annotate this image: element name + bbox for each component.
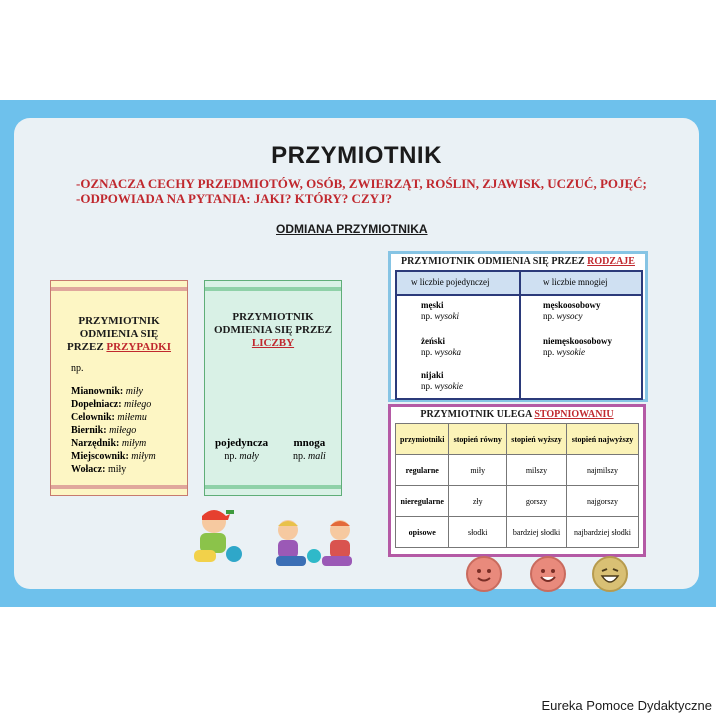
rodzaj-item bbox=[543, 336, 612, 358]
definition-line-2: -ODPOWIADA NA PYTANIA: JAKI? KTÓRY? CZYJ? bbox=[76, 191, 393, 206]
case-row bbox=[71, 424, 156, 437]
case-row bbox=[71, 437, 156, 450]
case-name: Mianownik: bbox=[71, 386, 124, 397]
liczby-heading-line-1: PRZYMIOTNIK bbox=[232, 311, 314, 323]
definition-line-1: -OZNACZA CECHY PRZEDMIOTÓW, OSÓB, ZWIERZĄT, ROŚLIN, ZJAWISK, UCZUĆ, POJĘĆ; bbox=[76, 176, 647, 191]
poster-frame bbox=[0, 100, 716, 607]
stopniowanie-heading-prefix: PRZYMIOTNIK ULEGA bbox=[420, 409, 535, 420]
table-cell: najgorszy bbox=[566, 486, 638, 517]
liczba-mnoga-title: mnoga bbox=[293, 437, 326, 449]
row-label: nieregularne bbox=[396, 486, 449, 517]
table-cell: zły bbox=[449, 486, 507, 517]
table-row bbox=[396, 517, 639, 548]
rodzaje-box bbox=[388, 251, 648, 402]
liczba-mnoga bbox=[293, 437, 326, 463]
table-cell: gorszy bbox=[507, 486, 567, 517]
table-cell: milszy bbox=[507, 455, 567, 486]
case-row bbox=[71, 398, 156, 411]
stopniowanie-highlight: STOPNIOWANIU bbox=[534, 409, 614, 420]
rodzaje-highlight: RODZAJE bbox=[587, 256, 635, 267]
table-cell: słodki bbox=[449, 517, 507, 548]
case-example: miłego bbox=[124, 399, 152, 410]
child-with-hat-icon bbox=[190, 506, 246, 570]
przypadki-np: np. bbox=[71, 363, 84, 374]
table-cell: miły bbox=[449, 455, 507, 486]
rodzaje-col2-header: w liczbie mnogiej bbox=[543, 277, 608, 287]
case-example: miłym bbox=[121, 438, 147, 449]
rodzaj-np: np. bbox=[421, 347, 435, 357]
rodzaje-col1-header: w liczbie pojedynczej bbox=[411, 277, 490, 287]
rodzaj-np: np. bbox=[543, 311, 557, 321]
liczby-card bbox=[204, 280, 342, 496]
table-row bbox=[396, 455, 639, 486]
case-example: miłemu bbox=[117, 412, 147, 423]
rodzaj-item bbox=[421, 336, 461, 358]
liczba-np: np. bbox=[293, 451, 308, 462]
table-row bbox=[396, 486, 639, 517]
smiley-face-icon bbox=[530, 556, 566, 592]
przypadki-heading-line-3 bbox=[51, 341, 187, 354]
rodzaj-example: wysokie bbox=[556, 347, 585, 357]
rodzaj-gender: niemęskoosobowy bbox=[543, 336, 613, 346]
liczby-heading-line-2: ODMIENIA SIĘ PRZEZ bbox=[214, 324, 332, 336]
rodzaj-item bbox=[421, 370, 463, 392]
rodzaj-example: wysoka bbox=[434, 347, 461, 357]
liczba-pojedyncza-title: pojedyncza bbox=[215, 437, 269, 449]
rodzaj-gender: męski bbox=[421, 300, 444, 310]
header-cell: przymiotniki bbox=[396, 424, 449, 455]
case-name: Biernik: bbox=[71, 425, 107, 436]
case-name: Celownik: bbox=[71, 412, 115, 423]
liczba-pojedyncza-example: mały bbox=[239, 451, 259, 462]
rodzaj-gender: żeński bbox=[421, 336, 446, 346]
table-cell: najbardziej słodki bbox=[566, 517, 638, 548]
case-example: miłym bbox=[131, 451, 156, 462]
case-row bbox=[71, 411, 156, 424]
case-example: miłego bbox=[109, 425, 137, 436]
przypadki-heading-prefix: PRZEZ bbox=[66, 341, 107, 353]
table-cell: najmilszy bbox=[566, 455, 638, 486]
definition-text bbox=[76, 176, 647, 206]
odmiana-heading: ODMIANA PRZYMIOTNIKA bbox=[276, 222, 428, 236]
case-row bbox=[71, 450, 156, 463]
rodzaj-np: np. bbox=[421, 381, 435, 391]
table-cell: bardziej słodki bbox=[507, 517, 567, 548]
case-name: Narzędnik: bbox=[71, 438, 120, 449]
rodzaje-divider bbox=[519, 272, 521, 398]
stopniowanie-heading bbox=[391, 409, 643, 420]
rodzaj-example: wysocy bbox=[556, 311, 583, 321]
liczba-pojedyncza bbox=[215, 437, 268, 463]
przypadki-card bbox=[50, 280, 188, 496]
publisher-footer: Eureka Pomoce Dydaktyczne bbox=[541, 698, 712, 713]
rodzaj-item bbox=[421, 300, 459, 322]
przypadki-heading-line-1: PRZYMIOTNIK bbox=[78, 315, 160, 327]
przypadki-highlight: PRZYPADKI bbox=[106, 341, 171, 353]
rodzaje-heading bbox=[391, 256, 645, 267]
header-cell: stopień równy bbox=[449, 424, 507, 455]
rodzaj-gender: męskoosobowy bbox=[543, 300, 601, 310]
rodzaj-np: np. bbox=[421, 311, 435, 321]
liczba-np: np. bbox=[224, 451, 240, 462]
case-name: Miejscownik: bbox=[71, 451, 129, 462]
rodzaj-item bbox=[543, 300, 601, 322]
rodzaje-heading-prefix: PRZYMIOTNIK ODMIENIA SIĘ PRZEZ bbox=[401, 256, 588, 267]
rodzaj-gender: nijaki bbox=[421, 370, 444, 380]
laughing-face-icon bbox=[592, 556, 628, 592]
header-cell: stopień najwyższy bbox=[566, 424, 638, 455]
case-row bbox=[71, 385, 156, 398]
stopniowanie-table bbox=[395, 423, 639, 548]
przypadki-card-heading bbox=[51, 315, 187, 354]
row-label: regularne bbox=[396, 455, 449, 486]
header-cell: stopień wyższy bbox=[507, 424, 567, 455]
poster-board bbox=[14, 118, 699, 589]
rodzaj-example: wysokie bbox=[434, 381, 463, 391]
rodzaj-example: wysoki bbox=[434, 311, 459, 321]
poster-title: PRZYMIOTNIK bbox=[271, 142, 442, 169]
przypadki-heading-line-2: ODMIENIA SIĘ bbox=[79, 328, 159, 340]
case-example: miły bbox=[107, 464, 127, 475]
smiley-face-icon bbox=[466, 556, 502, 592]
liczby-card-heading bbox=[205, 311, 341, 350]
stopniowanie-box bbox=[388, 404, 646, 557]
case-name: Dopełniacz: bbox=[71, 399, 122, 410]
rodzaj-np: np. bbox=[543, 347, 557, 357]
liczby-highlight: LICZBY bbox=[251, 337, 295, 349]
cases-list bbox=[71, 385, 156, 476]
case-example: miły bbox=[125, 386, 143, 397]
case-name: Wołacz: bbox=[71, 464, 106, 475]
children-playing-icon bbox=[272, 516, 354, 570]
rodzaje-table bbox=[395, 270, 643, 400]
row-label: opisowe bbox=[396, 517, 449, 548]
stopniowanie-header-row bbox=[396, 424, 639, 455]
liczba-mnoga-example: mali bbox=[308, 451, 326, 462]
case-row bbox=[71, 463, 156, 476]
